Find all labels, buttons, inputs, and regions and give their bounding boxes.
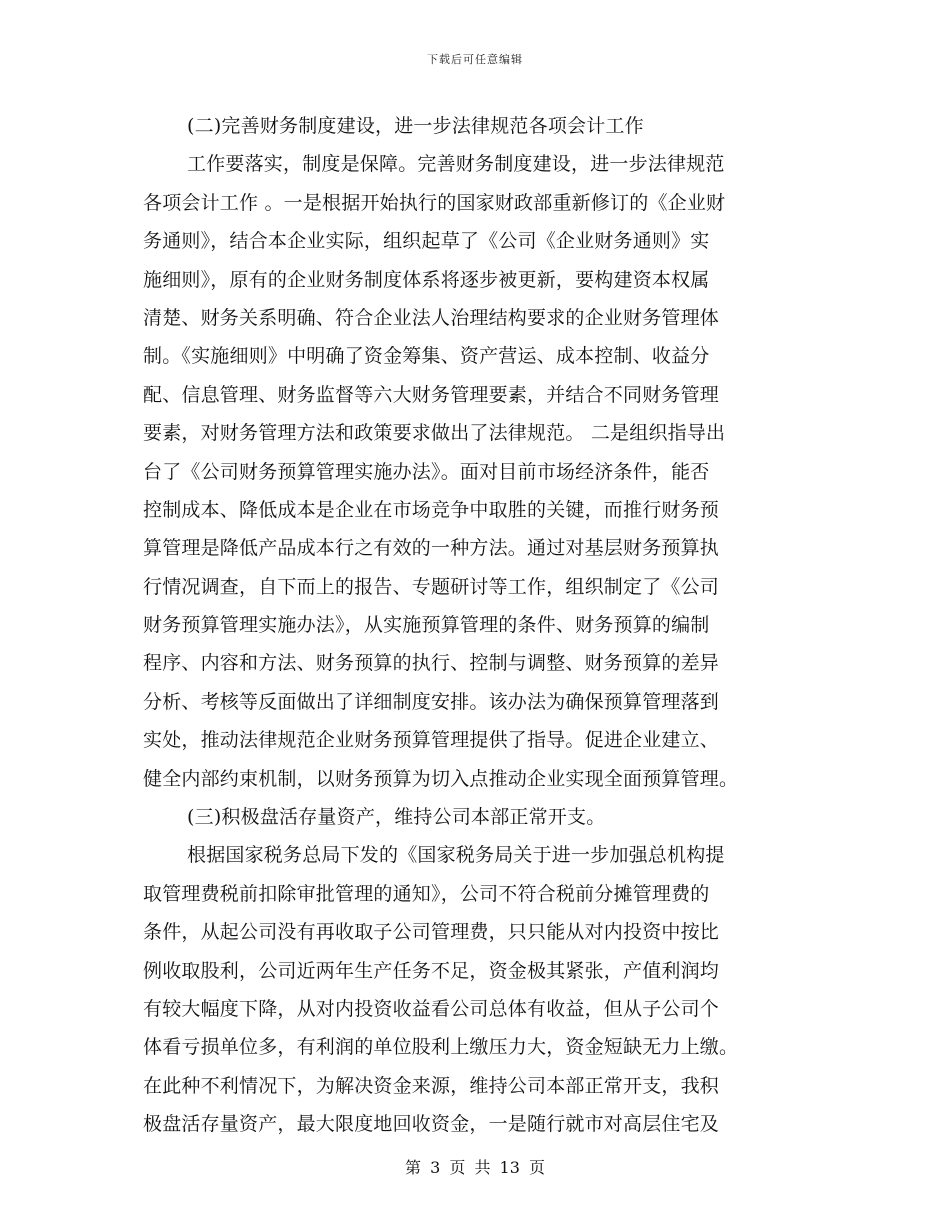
paragraph-line: 有较大幅度下降，从对内投资收益看公司总体有收益，但从子公司个 <box>143 997 720 1020</box>
paragraph-line: 程序、内容和方法、财务预算的执行、控制与调整、财务预算的差异 <box>143 652 720 675</box>
paragraph-line: 例收取股利，公司近两年生产任务不足，资金极其紧张，产值利润均 <box>143 959 720 982</box>
paragraph-line: 在此种不利情况下，为解决资金来源，维持公司本部正常开支，我积 <box>143 1074 720 1097</box>
paragraph-line: 台了《公司财务预算管理实施办法》。面对目前市场经济条件，能否 <box>143 460 710 483</box>
paragraph-line: 清楚、财务关系明确、符合企业法人治理结构要求的企业财务管理体 <box>143 306 720 329</box>
document-body <box>143 107 811 1144</box>
paragraph-line: 体看亏损单位多，有利润的单位股利上缴压力大，资金短缺无力上缴。 <box>143 1036 739 1059</box>
paragraph-line: 施细则》，原有的企业财务制度体系将逐步被更新，要构建资本权属 <box>143 268 710 291</box>
page-number-footer: 第 3 页 共 13 页 <box>405 1158 545 1177</box>
paragraph-line: 要素，对财务管理方法和政策要求做出了法律规范。 二是组织指导出 <box>143 422 726 445</box>
paragraph-line: 控制成本、降低成本是企业在市场竞争中取胜的关键，而推行财务预 <box>143 498 720 521</box>
paragraph-line: 极盘活存量资产，最大限度地回收资金，一是随行就市对高层住宅及 <box>143 1113 720 1136</box>
paragraph-line: 工作要落实，制度是保障。完善财务制度建设，进一步法律规范 <box>187 153 725 176</box>
paragraph-line: 实处，推动法律规范企业财务预算管理提供了指导。促进企业建立、 <box>143 729 720 752</box>
paragraph-line: 健全内部约束机制，以财务预算为切入点推动企业实现全面预算管理。 <box>143 767 739 790</box>
page-header: 下载后可任意编辑 <box>427 53 523 66</box>
section-heading: (二)完善财务制度建设，进一步法律规范各项会计工作 <box>187 115 644 137</box>
paragraph-line: 行情况调查，自下而上的报告、专题研讨等工作，组织制定了《公司 <box>143 575 720 598</box>
paragraph-line: 各项会计工作 。一是根据开始执行的国家财政部重新修订的《企业财 <box>143 191 726 214</box>
paragraph-line: 财务预算管理实施办法》，从实施预算管理的条件、财务预算的编制 <box>143 614 710 637</box>
paragraph-line: 制。《实施细则》中明确了资金筹集、资产营运、成本控制、收益分 <box>143 345 710 368</box>
paragraph-line: 根据国家税务总局下发的《国家税务局关于进一步加强总机构提 <box>187 844 725 867</box>
paragraph-line: 取管理费税前扣除审批管理的通知》，公司不符合税前分摊管理费的 <box>143 882 710 905</box>
paragraph-line: 配、信息管理、财务监督等六大财务管理要素，并结合不同财务管理 <box>143 383 720 406</box>
paragraph-line: 条件，从起公司没有再收取子公司管理费，只只能从对内投资中按比 <box>143 921 720 944</box>
paragraph-line: 务通则》，结合本企业实际，组织起草了《公司《企业财务通则》实 <box>143 230 710 253</box>
paragraph-line: 算管理是降低产品成本行之有效的一种方法。通过对基层财务预算执 <box>143 537 720 560</box>
section-heading: (三)积极盘活存量资产，维持公司本部正常开支。 <box>187 806 606 829</box>
paragraph-line: 分析、考核等反面做出了详细制度安排。该办法为确保预算管理落到 <box>143 690 720 713</box>
